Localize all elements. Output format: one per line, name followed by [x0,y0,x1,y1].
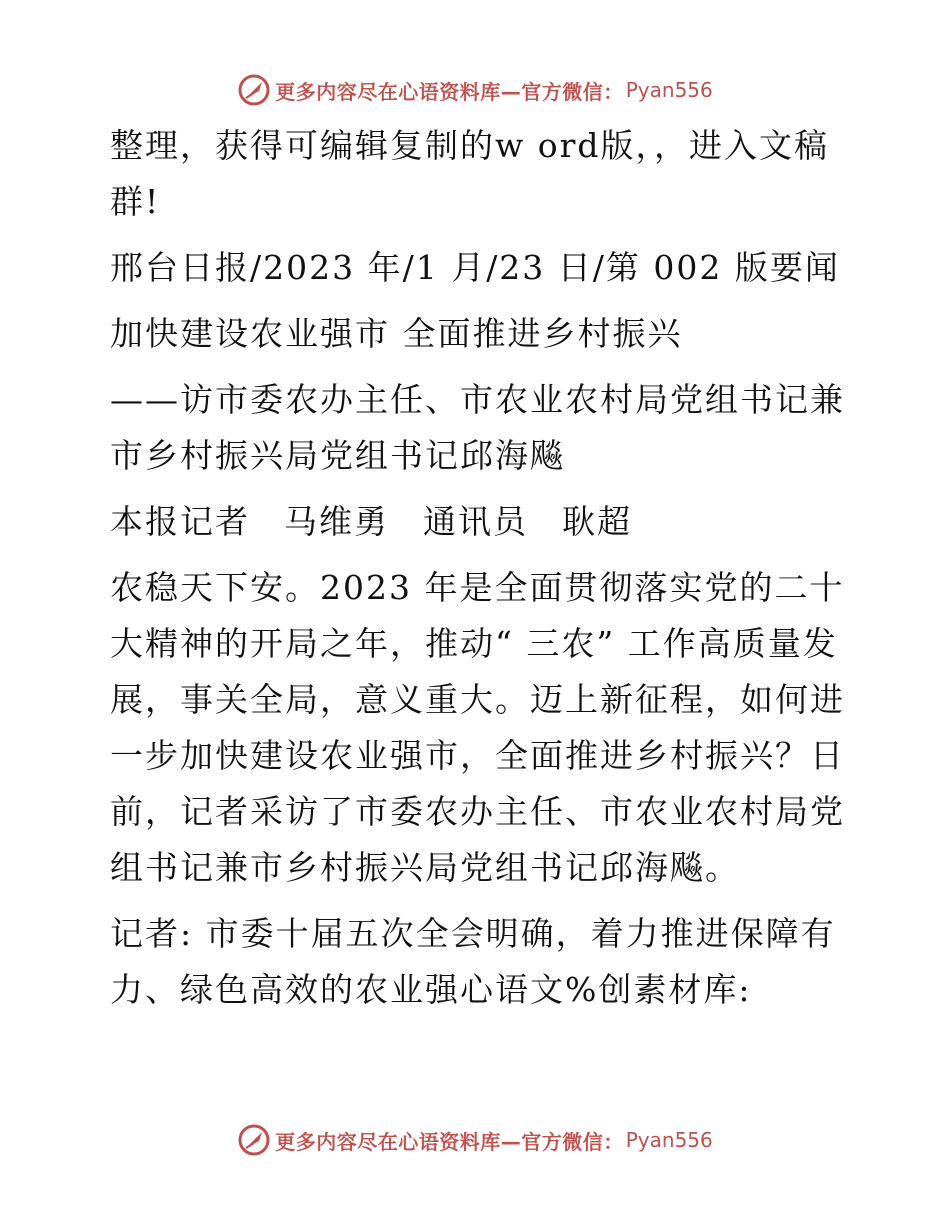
document-body [100,118,860,1028]
watermark-banner-bottom [0,1120,950,1160]
subheadline: ——访市委农办主任、市农业农村局党组书记兼市乡村振兴局党组书记邱海飚 [110,380,845,475]
watermark-text: 更多内容尽在心语资料库—官方微信： [275,1129,624,1154]
reporter-label: 本报记者 [110,502,250,541]
watermark-brand: Pyan556 [625,1128,713,1152]
quill-logo-icon [237,73,271,107]
watermark-banner-top [0,70,950,110]
paragraph-2: 记者: 市委十届五次全会明确，着力推进保障有力、绿色高效的农业强心语文%创素材库: [110,914,836,1009]
quill-logo-icon [237,1123,271,1157]
intro-text: 整理，获得可编辑复制的w ord版，，进入文稿群! [110,126,830,221]
dateline: 邢台日报/2023 年/1 月/23 日/第 002 版要闻 [110,248,840,287]
watermark-text: 更多内容尽在心语资料库—官方微信： [275,79,624,104]
paragraph-1: 农稳天下安。2023 年是全面贯彻落实党的二十大精神的开局之年，推动“ 三农” 工作高质量发展，事关全局，意义重大。迈上新征程，如何进一步加快建设农业强市，全面推进乡村振兴？日前，记者采访了市委农办主任、市农业农村局党组书记兼市乡村振兴局党组书记邱海飚。 [110,568,845,887]
correspondent-name: 耿超 [562,502,632,541]
byline [100,494,860,550]
correspondent-label: 通讯员 [423,502,528,541]
headline: 加快建设农业强市 全面推进乡村振兴 [110,314,683,353]
reporter-name: 马维勇 [284,502,389,541]
watermark-brand: Pyan556 [625,78,713,102]
